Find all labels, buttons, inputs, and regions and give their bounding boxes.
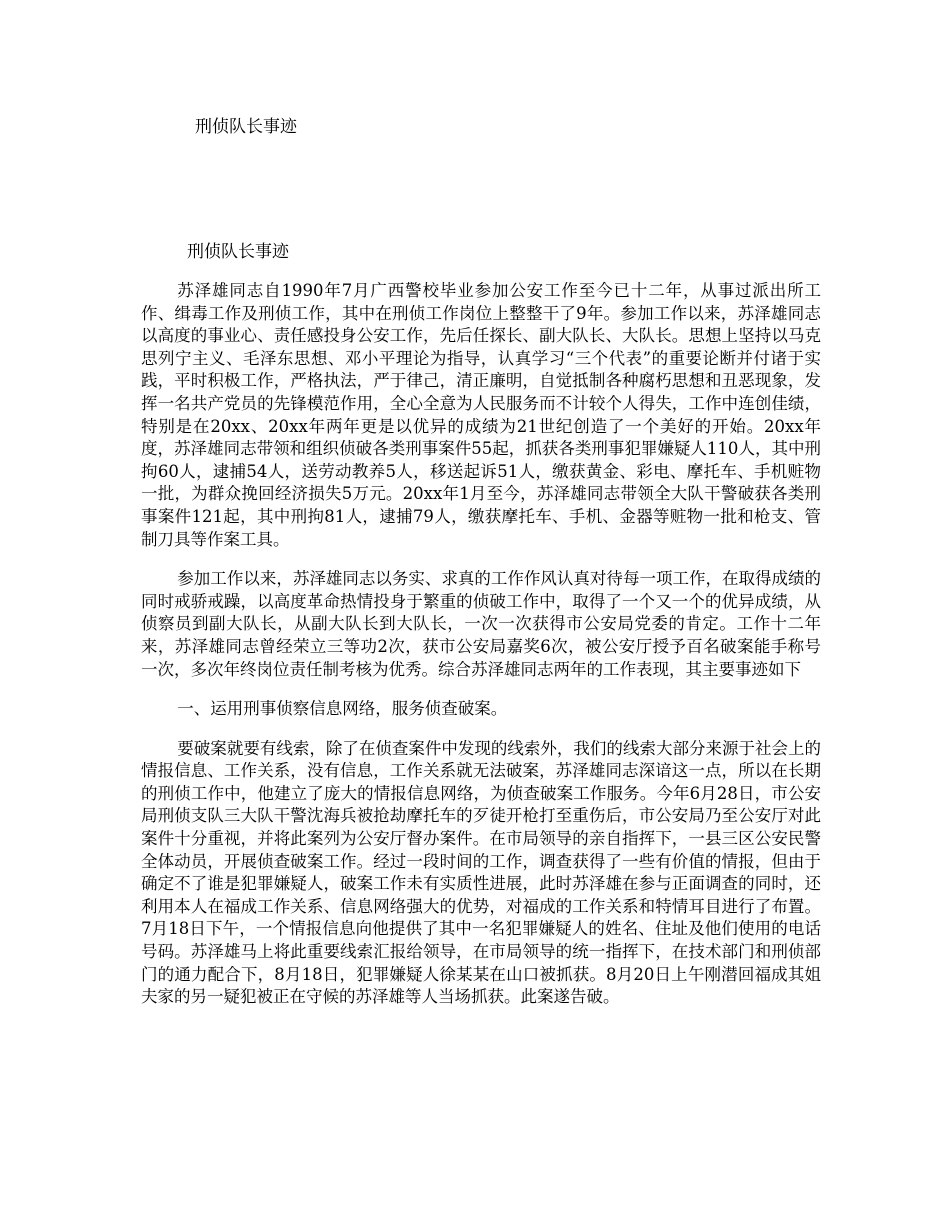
section-heading: 一、运用刑事侦察信息网络，服务侦查破案。: [177, 699, 508, 719]
document-subtitle: 刑侦队长事迹: [187, 242, 289, 262]
paragraph-section-one: 要破案就要有线索，除了在侦查案件中发现的线索外，我们的线索大部分来源于社会上的情报信息、工作关系，没有信息，工作关系就无法破案，苏泽雄同志深谙这一点，所以在长期的刑侦工作中，他建立了庞大的情报信息网络，为侦查破案工作服务。今年6月28日，市公安局刑侦支队三大队干警沈海兵被抢劫摩托车的歹徒开枪打至重伤后，市公安局乃至公安厅对此案件十分重视，并将此案列为公安厅督办案件。在市局领导的亲自指挥下，一县三区公安民警全体动员，开展侦查破案工作。经过一段时间的工作，调查获得了一些有价值的情报，但由于确定不了谁是犯罪嫌疑人，破案工作未有实质性进展，此时苏泽雄在参与正面调查的同时，还利用本人在福成工作关系、信息网络强大的优势，对福成的工作关系和特情耳目进行了布置。7月18日下午，一个情报信息向他提供了其中一名犯罪嫌疑人的姓名、住址及他们使用的电话号码。苏泽雄马上将此重要线索汇报给领导，在市局领导的统一指挥下，在技术部门和刑侦部门的通力配合下，8月18日，犯罪嫌疑人徐某某在山口被抓获。8月20日上午刚潜回福成其姐夫家的另一疑犯被正在守候的苏泽雄等人当场抓获。此案遂告破。: [141, 738, 821, 1007]
paragraph-summary: 参加工作以来，苏泽雄同志以务实、求真的工作作风认真对待每一项工作，在取得成绩的同时戒骄戒躁，以高度革命热情投身于繁重的侦破工作中，取得了一个又一个的优异成绩，从侦察员到副大队长，从副大队长到大队长，一次一次获得市公安局党委的肯定。工作十二年来，苏泽雄同志曾经荣立三等功2次，获市公安局嘉奖6次，被公安厅授予百名破案能手称号一次，多次年终岗位责任制考核为优秀。综合苏泽雄同志两年的工作表现，其主要事迹如下: [141, 569, 821, 679]
document-body: [141, 240, 821, 1026]
paragraph-intro: 苏泽雄同志自1990年7月广西警校毕业参加公安工作至今已十二年，从事过派出所工作、缉毒工作及刑侦工作，其中在刑侦工作岗位上整整干了9年。参加工作以来，苏泽雄同志以高度的事业心、责任感投身公安工作，先后任探长、副大队长、大队长。思想上坚持以马克思列宁主义、毛泽东思想、邓小平理论为指导，认真学习“三个代表”的重要论断并付诸于实践，平时积极工作，严格执法，严于律己，清正廉明，自觉抵制各种腐朽思想和丑恶现象，发挥一名共产党员的先锋模范作用，全心全意为人民服务而不计较个人得失，工作中连创佳绩，特别是在20xx、20xx年两年更是以优异的成绩为21世纪创造了一个美好的开始。20xx年度，苏泽雄同志带领和组织侦破各类刑事案件55起，抓获各类刑事犯罪嫌疑人110人，其中刑拘60人，逮捕54人，送劳动教养5人，移送起诉51人，缴获黄金、彩电、摩托车、手机赃物一批，为群众挽回经济损失5万元。20xx年1月至今，苏泽雄同志带领全大队干警破获各类刑事案件121起，其中刑拘81人，逮捕79人，缴获摩托车、手机、金器等赃物一批和枪支、管制刀具等作案工具。: [141, 281, 821, 549]
header-title: 刑侦队长事迹: [195, 117, 297, 137]
